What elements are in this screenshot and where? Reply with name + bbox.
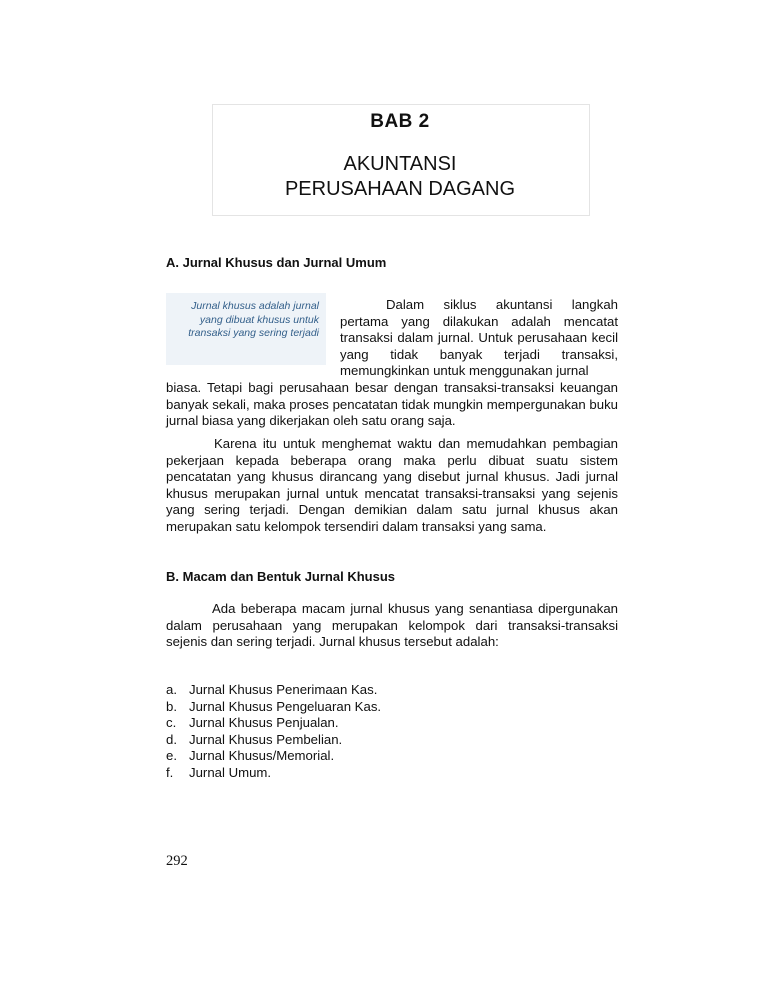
journal-list <box>166 682 381 782</box>
paragraph-b1: Ada beberapa macam jurnal khusus yang senantiasa dipergunakan dalam perusahaan yang merupakan kelompok dari transaksi-transaksi sejenis dan sering terjadi. Jurnal khusus tersebut adalah: <box>166 601 618 650</box>
paragraph-a2: Karena itu untuk menghemat waktu dan memudahkan pembagian pekerjaan kepada beberapa orang maka perlu dibuat suatu sistem pencatatan yang khusus dirancang yang disebut jurnal khusus. Jadi jurnal khusus merupakan jurnal untuk mencatat transaksi-transaksi yang sejenis yang sering terjadi. Dengan demikian dalam satu jurnal khusus akan merupakan satu kelompok tersendiri dalam transaksi yang sama. <box>166 436 618 534</box>
section-b-heading: B. Macam dan Bentuk Jurnal Khusus <box>166 569 395 584</box>
list-item-letter: c. <box>166 715 177 731</box>
sidenote-text: Jurnal khusus adalah jurnal yang dibuat khusus untuk transaksi yang sering terjadi <box>188 300 319 339</box>
list-item <box>166 765 381 782</box>
list-item-text: Jurnal Khusus Pembelian. <box>189 731 343 747</box>
list-item <box>166 748 381 765</box>
list-item-text: Jurnal Khusus Penerimaan Kas. <box>189 682 378 697</box>
list-item-text: Jurnal Umum. <box>189 764 272 780</box>
paragraph-a1-continued: biasa. Tetapi bagi perusahaan besar dengan transaksi-transaksi keuangan banyak sekali, maka proses pencatatan tidak mungkin mempergunakan buku jurnal biasa yang dikerjakan oleh satu orang saja. <box>166 380 618 429</box>
list-item-letter: a. <box>166 682 177 697</box>
list-item-text: Jurnal Khusus/Memorial. <box>189 748 335 764</box>
chapter-title <box>212 152 588 202</box>
list-item-text: Jurnal Khusus Penjualan. <box>189 715 339 731</box>
list-item <box>166 732 381 749</box>
list-item <box>166 715 381 732</box>
chapter-title-line-2: PERUSAHAAN DAGANG <box>284 178 516 200</box>
section-a-heading: A. Jurnal Khusus dan Jurnal Umum <box>166 255 387 270</box>
list-item <box>166 699 381 716</box>
list-item-letter: e. <box>166 748 177 764</box>
list-item-letter: d. <box>166 731 177 747</box>
list-item-letter: b. <box>166 698 177 714</box>
list-item-text: Jurnal Khusus Pengeluaran Kas. <box>189 698 382 714</box>
page-number: 292 <box>166 853 188 869</box>
paragraph-a1-wrapped: Dalam siklus akuntansi langkah pertama yang dilakukan adalah mencatat transaksi dalam jurnal. Untuk perusahaan kecil yang tidak banyak terjadi transaksi, memungkinkan untuk menggunakan jurnal <box>340 297 618 379</box>
chapter-number: BAB 2 <box>370 111 430 132</box>
list-item-letter: f. <box>166 764 174 780</box>
chapter-title-line-1: AKUNTANSI <box>343 153 457 175</box>
list-item <box>166 682 381 699</box>
sidenote-box <box>166 293 326 365</box>
